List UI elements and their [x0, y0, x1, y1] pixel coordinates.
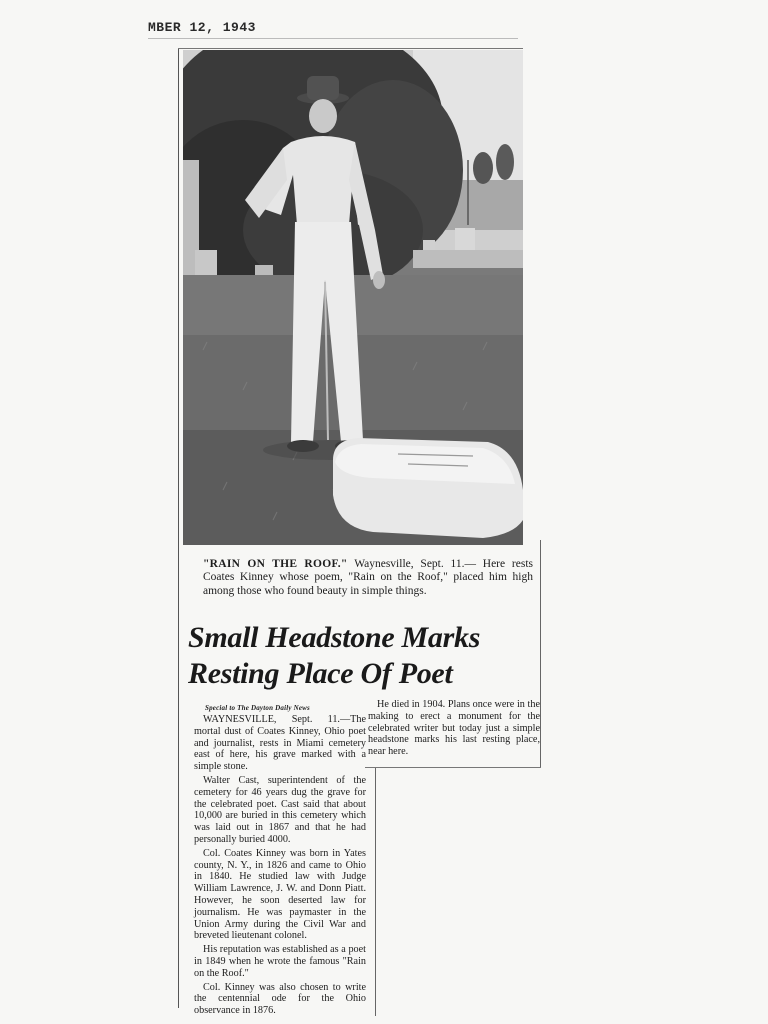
clipping-border-left — [178, 48, 179, 1008]
paragraph: Col. Coates Kinney was born in Yates county, N. Y., in 1826 and came to Ohio in 1840. He studied law with Judge William Lawrence, J. W. and Donn Piatt. However, he soon deserted law for journalism. He was paymaster in the Union Army during the Civil War and breveted lieutenant colonel. — [194, 847, 366, 942]
clipping-border-top — [178, 48, 523, 49]
photo-caption — [203, 558, 533, 598]
caption-lead: "RAIN ON THE ROOF." — [203, 558, 348, 570]
cemetery-photo — [183, 50, 523, 545]
paragraph: His reputation was established as a poet in 1849 when he wrote the famous "Rain on the Roof." — [194, 944, 366, 979]
clipping-border-bottom — [365, 767, 541, 768]
article-column-2 — [368, 699, 540, 760]
clipping-border-column — [375, 768, 376, 1016]
photo-illustration — [183, 50, 523, 545]
caption-text: Waynesville, Sept. 11.— Here rests Coates Kinney whose poem, "Rain on the Roof," placed him high among those who found beauty in simple things. — [203, 558, 533, 597]
byline-credit: Special to The Dayton Daily News — [205, 704, 310, 712]
date-stamp: MBER 12, 1943 — [148, 20, 256, 35]
article-headline — [188, 620, 544, 692]
headline-line-1: Small Headstone Marks — [188, 621, 481, 654]
header-rule — [148, 38, 518, 39]
paragraph: Col. Kinney was also chosen to write the centennial ode for the Ohio observance in 1876. — [194, 981, 366, 1017]
paragraph: WAYNESVILLE, Sept. 11.—The mortal dust of Coates Kinney, Ohio poet and journalist, rests in Miami cemetery east of here, his grave marked with a simple stone. — [194, 714, 366, 773]
paragraph: He died in 1904. Plans once were in the making to erect a monument for the celebrated writer but today just a simple headstone marks his last resting place, near here. — [368, 699, 540, 758]
headline-line-2: Resting Place Of Poet — [188, 657, 453, 690]
article-column-1 — [194, 714, 366, 1019]
paragraph: Walter Cast, superintendent of the cemetery for 46 years dug the grave for the celebrated poet. Cast said that about 10,000 are buried in this cemetery which was laid out in 1867 and that he had personally buried 4000. — [194, 774, 366, 845]
